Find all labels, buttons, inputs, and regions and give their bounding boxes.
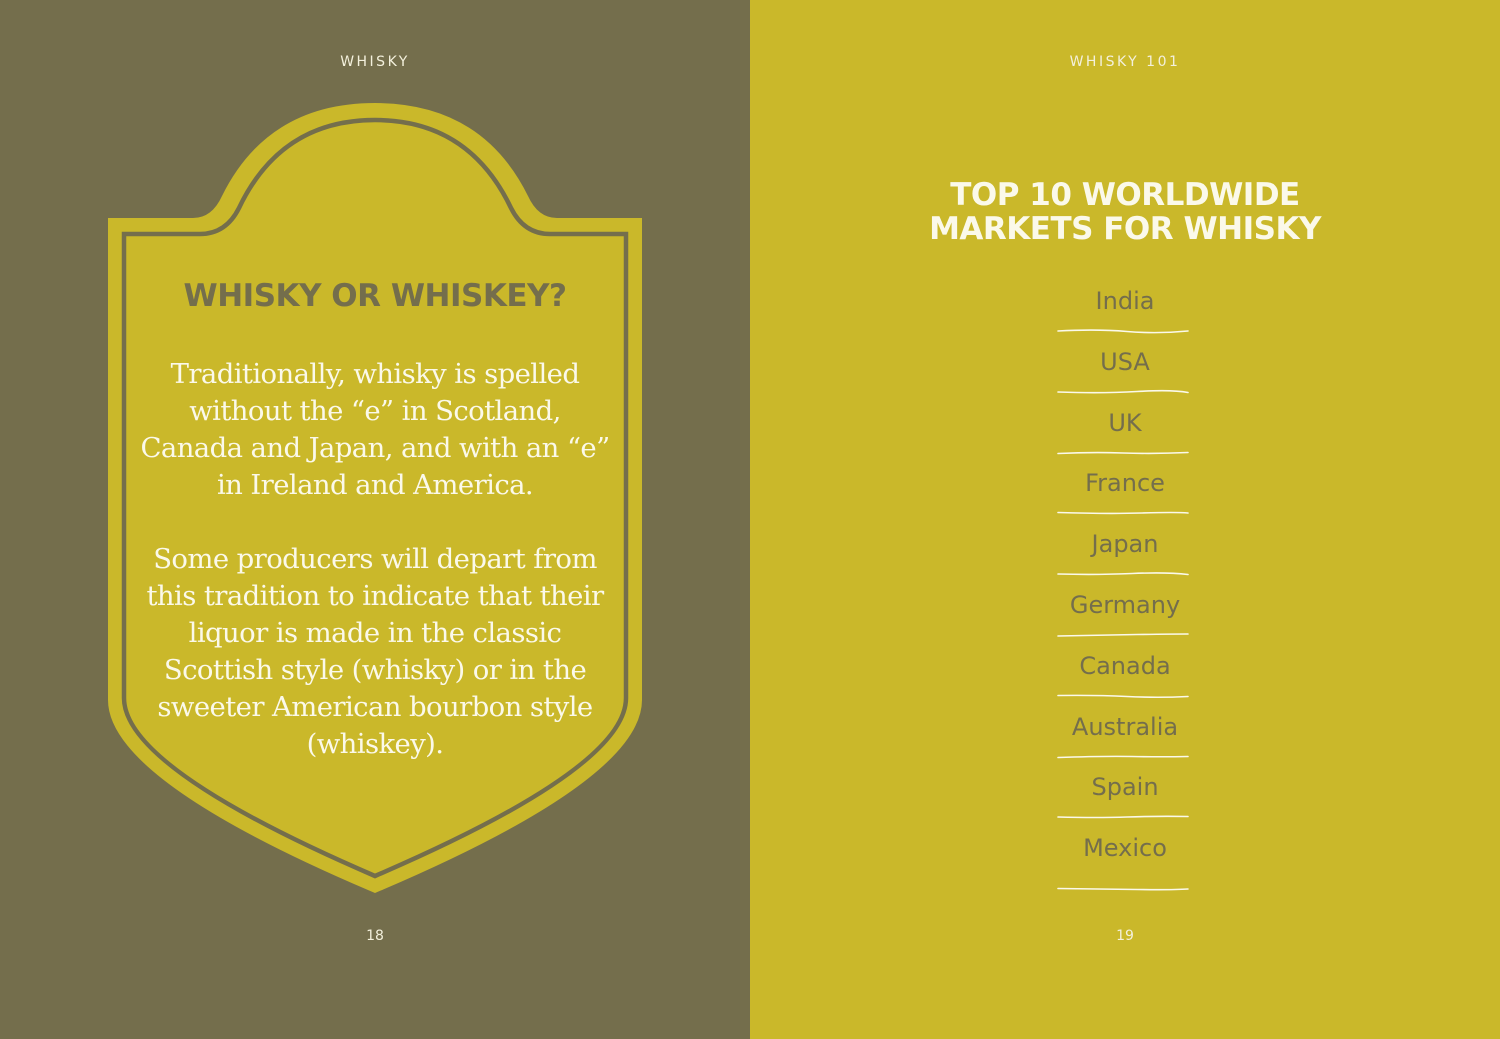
hand-drawn-rule — [1057, 886, 1189, 892]
market-name: Germany — [1069, 590, 1181, 619]
market-name: Spain — [1091, 773, 1159, 802]
hand-drawn-rule — [1057, 632, 1189, 638]
markets-heading-line-2: MARKETS FOR WHISKY — [929, 211, 1321, 247]
list-item — [1055, 525, 1195, 586]
shield-paragraph-1: Traditionally, whisky is spelled without the “e” in Scotland, Canada and Japan, and with an “e” in Ireland and America. — [140, 358, 610, 501]
markets-list — [1055, 282, 1195, 890]
running-head-right: WHISKY 101 — [1069, 54, 1181, 70]
list-item — [1055, 768, 1195, 829]
list-item — [1055, 647, 1195, 708]
market-name: UK — [1108, 408, 1142, 437]
hand-drawn-rule — [1057, 754, 1189, 760]
shield-content — [140, 278, 610, 763]
list-item — [1055, 464, 1195, 525]
hand-drawn-rule — [1057, 389, 1189, 395]
right-page — [750, 0, 1500, 1039]
list-item — [1055, 708, 1195, 769]
page-number-left: 18 — [366, 928, 384, 944]
market-name: France — [1085, 469, 1165, 498]
running-head-left: WHISKY — [340, 54, 410, 70]
hand-drawn-rule — [1057, 450, 1189, 456]
hand-drawn-rule — [1057, 693, 1189, 699]
market-name: Australia — [1071, 712, 1179, 741]
market-name: Japan — [1091, 530, 1159, 559]
market-name: India — [1095, 287, 1155, 315]
list-item — [1055, 343, 1195, 404]
markets-heading-line-1: TOP 10 WORLDWIDE — [950, 177, 1300, 213]
list-item — [1055, 404, 1195, 465]
market-name: Canada — [1079, 651, 1171, 680]
market-name: Mexico — [1083, 834, 1167, 863]
shield-heading: WHISKY OR WHISKEY? — [183, 278, 567, 314]
shield-paragraph-2: Some producers will depart from this tradition to indicate that their liquor is made in the classic Scottish style (whisky) or in the sweeter American bourbon style (whiskey). — [146, 543, 604, 760]
market-name: USA — [1100, 347, 1150, 376]
list-item — [1055, 282, 1195, 343]
markets-heading — [750, 178, 1500, 246]
list-item — [1055, 829, 1195, 890]
hand-drawn-rule — [1057, 814, 1189, 820]
list-item — [1055, 586, 1195, 647]
hand-drawn-rule — [1057, 510, 1189, 516]
hand-drawn-rule — [1057, 328, 1189, 334]
page-number-right: 19 — [1116, 928, 1134, 944]
hand-drawn-rule — [1057, 571, 1189, 577]
